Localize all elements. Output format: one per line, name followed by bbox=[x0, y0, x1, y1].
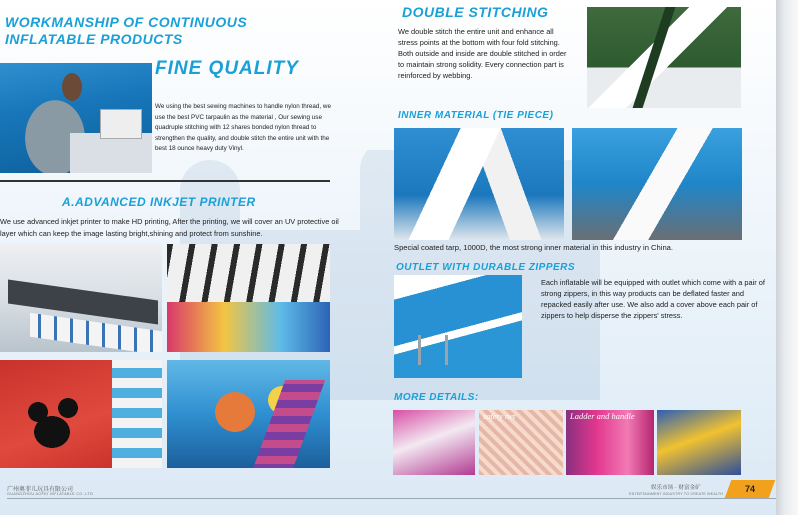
page-edge bbox=[776, 0, 798, 515]
workmanship-heading-line1: WORKMANSHIP OF CONTINUOUS bbox=[5, 14, 248, 30]
inkjet-printer-heading: A.ADVANCED INKJET PRINTER bbox=[62, 195, 256, 209]
special-tarp-text: Special coated tarp, 1000D, the most strong inner material in this industry in China. bbox=[394, 243, 674, 252]
safety-net-label: safety net bbox=[483, 411, 516, 421]
footer-company-cn: 广州奥菲儿玩具有限公司 bbox=[7, 487, 74, 493]
tie-piece-photo-2 bbox=[572, 128, 742, 240]
double-stitching-photo bbox=[587, 7, 741, 108]
inkjet-printer-photo bbox=[0, 244, 162, 352]
footer-slogan-en: ENTERTAINMENT INDUSTRY TO CREATE WEALTH bbox=[629, 492, 724, 496]
slide-surface bbox=[249, 380, 325, 468]
workmanship-heading bbox=[5, 14, 247, 48]
tie-piece-photo-1 bbox=[394, 128, 564, 240]
workmanship-heading-line2: INFLATABLE PRODUCTS bbox=[5, 31, 183, 47]
webbing-strap bbox=[633, 7, 676, 108]
double-stitching-heading: DOUBLE STITCHING bbox=[402, 4, 549, 20]
slide-lane bbox=[112, 360, 162, 468]
detail-photo-1 bbox=[393, 410, 475, 475]
sewing-worker-photo bbox=[0, 63, 152, 173]
detail-photo-ladder bbox=[566, 410, 654, 475]
mickey-floor-photo bbox=[0, 360, 162, 468]
section-divider bbox=[0, 180, 330, 182]
printed-roll-photo bbox=[167, 244, 330, 352]
footer-slogan-cn: 娱乐市场 · 财富金矿 bbox=[651, 485, 701, 491]
zipper-icon bbox=[418, 335, 448, 365]
fine-quality-heading: FINE QUALITY bbox=[155, 58, 299, 79]
footer-rule bbox=[7, 498, 776, 499]
more-details-heading: MORE DETAILS: bbox=[394, 392, 479, 403]
outlet-zippers-text: Each inflatable will be equipped with outlet which come with a pair of strong zippers, in this way products can be deflated faster and repacked easily after use. We also add a cover above each pair of zippers to help disperse the zippers' stress. bbox=[541, 278, 765, 320]
ocean-theme-slide-photo bbox=[167, 360, 330, 468]
sewing-table bbox=[70, 133, 152, 173]
detail-photo-4 bbox=[657, 410, 741, 475]
printed-panel bbox=[167, 302, 330, 352]
footer-company-en: GUANGZHOU AOFEI INFLATABLE CO.,LTD bbox=[7, 492, 94, 496]
inner-material-heading: INNER MATERIAL (TIE PIECE) bbox=[398, 110, 554, 121]
double-stitching-text: We double stitch the entire unit and enhance all stress points at the bottom with four fold stitching. Both outside and inside are double stitched in order to maintain strong solidity. Every connection part is reinforced by webbing. bbox=[398, 27, 567, 80]
fine-quality-text: We using the best sewing machines to handle nylon thread, we use the best PVC tarpaulin as the material , Our sewing use quadruple stitching with 12 shares bonded nylon thread to strengthen the quality, and double stitch the entire unit with the best 18 ounce heavy duty Vinyl. bbox=[155, 103, 331, 152]
page-number: 74 bbox=[744, 484, 755, 494]
inkjet-printer-text: We use advanced inkjet printer to make HD printing, After the printing, we will cover an UV protective oil layer which can keep the image lasting bright,shining and protect from sunshine. bbox=[0, 217, 339, 238]
outlet-zippers-heading: OUTLET WITH DURABLE ZIPPERS bbox=[396, 262, 576, 273]
sewing-machine bbox=[100, 109, 142, 139]
zipper-outlet-photo bbox=[394, 275, 522, 378]
ladder-handle-label: Ladder and handle bbox=[570, 411, 635, 421]
detail-photo-safety-net bbox=[479, 410, 563, 475]
